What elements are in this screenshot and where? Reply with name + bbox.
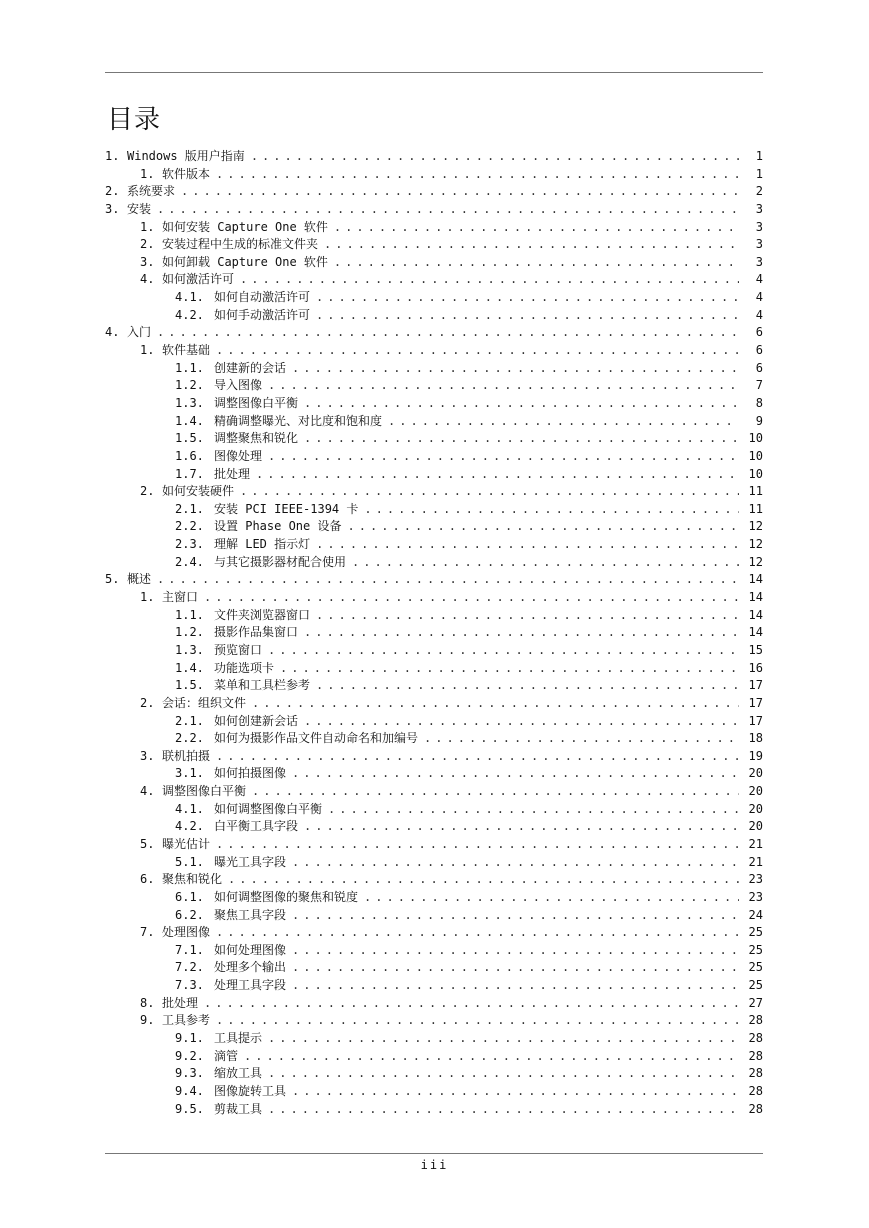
toc-entry-number: 1. (140, 343, 155, 358)
toc-entry-number: 7.3. (175, 978, 204, 993)
dot-leader (268, 448, 739, 466)
dot-leader (268, 1030, 739, 1048)
dot-leader (252, 695, 739, 713)
toc-entry[interactable] (105, 1030, 765, 1048)
toc-entry-label: 处理图像 (162, 925, 211, 940)
dot-leader (316, 677, 739, 695)
toc-entry[interactable] (105, 219, 765, 237)
toc-entry[interactable] (105, 466, 765, 484)
toc-entry-number: 4.2. (175, 307, 204, 322)
dot-leader (157, 201, 739, 219)
toc-entry-number: 2.2. (175, 731, 204, 746)
toc-entry-page: 24 (748, 907, 763, 922)
toc-entry-number: 5.1. (175, 854, 204, 869)
dot-leader (216, 166, 739, 184)
toc-entry-page: 3 (755, 201, 763, 216)
toc-entry-page: 28 (748, 1013, 763, 1028)
toc-entry-page: 14 (748, 625, 763, 640)
toc-entry[interactable] (105, 571, 765, 589)
toc-entry[interactable] (105, 289, 765, 307)
toc-entry[interactable] (105, 871, 765, 889)
toc-entry-label: 处理工具字段 (214, 978, 287, 993)
toc-entry-label: 如何处理图像 (214, 942, 287, 957)
dot-leader (328, 801, 739, 819)
toc-entry-page: 17 (748, 678, 763, 693)
dot-leader (424, 730, 739, 748)
toc-entry[interactable] (105, 554, 765, 572)
dot-leader (268, 1065, 739, 1083)
toc-entry-page: 10 (748, 466, 763, 481)
dot-leader (292, 854, 739, 872)
toc-entry-page: 6 (755, 343, 763, 358)
toc-entry-number: 3. (140, 254, 155, 269)
toc-entry-label: 剪裁工具 (214, 1101, 263, 1116)
toc-entry-page: 25 (748, 960, 763, 975)
toc-list (105, 148, 765, 1118)
toc-entry-label: 软件基础 (162, 343, 211, 358)
toc-entry-page: 4 (755, 307, 763, 322)
toc-entry-label: 导入图像 (214, 378, 263, 393)
toc-entry-label: 创建新的会话 (214, 360, 287, 375)
toc-entry-page: 12 (748, 554, 763, 569)
toc-entry-number: 1. (140, 166, 155, 181)
toc-entry-label: 软件版本 (162, 166, 211, 181)
toc-entry[interactable] (105, 713, 765, 731)
toc-entry[interactable] (105, 430, 765, 448)
toc-entry-label: 如何拍摄图像 (214, 766, 287, 781)
dot-leader (334, 219, 739, 237)
dot-leader (364, 889, 739, 907)
dot-leader (216, 342, 739, 360)
dot-leader (240, 271, 739, 289)
toc-entry-page: 12 (748, 537, 763, 552)
toc-entry-label: 缩放工具 (214, 1066, 263, 1081)
toc-entry[interactable] (105, 677, 765, 695)
toc-entry[interactable] (105, 818, 765, 836)
toc-entry-number: 1.2. (175, 625, 204, 640)
toc-entry-label: 如何调整图像的聚焦和锐度 (214, 889, 359, 904)
toc-entry-number: 1.4. (175, 413, 204, 428)
toc-entry-label: 如何为摄影作品文件自动命名和加编号 (214, 731, 419, 746)
dot-leader (268, 1101, 739, 1119)
toc-entry-label: 摄影作品集窗口 (214, 625, 299, 640)
toc-entry-number: 2.3. (175, 537, 204, 552)
toc-entry-page: 3 (755, 254, 763, 269)
dot-leader (280, 660, 739, 678)
toc-entry-page: 17 (748, 713, 763, 728)
toc-entry-page: 23 (748, 872, 763, 887)
toc-entry-page: 28 (748, 1031, 763, 1046)
dot-leader (316, 307, 739, 325)
toc-entry-label: 滴管 (214, 1048, 239, 1063)
toc-entry-number: 7.1. (175, 942, 204, 957)
toc-entry-number: 1.2. (175, 378, 204, 393)
toc-entry-number: 4. (140, 272, 155, 287)
toc-entry-label: 图像处理 (214, 448, 263, 463)
toc-entry-page: 28 (748, 1048, 763, 1063)
toc-entry-label: 调整聚焦和锐化 (214, 431, 299, 446)
toc-entry[interactable] (105, 924, 765, 942)
toc-entry-label: 如何创建新会话 (214, 713, 299, 728)
toc-entry-label: 白平衡工具字段 (214, 819, 299, 834)
toc-entry-label: 主窗口 (162, 590, 199, 605)
toc-entry-number: 5. (105, 572, 120, 587)
dot-leader (157, 324, 739, 342)
toc-entry[interactable] (105, 448, 765, 466)
page-number: iii (420, 1158, 449, 1172)
toc-entry-label: 理解 LED 指示灯 (214, 537, 311, 552)
toc-entry-label: 批处理 (162, 995, 199, 1010)
toc-entry-page: 6 (755, 360, 763, 375)
toc-entry-page: 20 (748, 784, 763, 799)
toc-entry[interactable] (105, 1048, 765, 1066)
toc-entry[interactable] (105, 342, 765, 360)
toc-entry[interactable] (105, 854, 765, 872)
toc-entry-page: 11 (748, 484, 763, 499)
toc-entry-number: 9.5. (175, 1101, 204, 1116)
toc-entry-label: Windows 版用户指南 (127, 149, 245, 163)
toc-entry-label: 如何手动激活许可 (214, 307, 311, 322)
toc-entry-page: 23 (748, 889, 763, 904)
toc-entry[interactable] (105, 254, 765, 272)
toc-entry-page: 25 (748, 925, 763, 940)
dot-leader (304, 818, 739, 836)
toc-entry-number: 1.5. (175, 431, 204, 446)
toc-entry[interactable] (105, 730, 765, 748)
toc-entry-label: 精确调整曝光、对比度和饱和度 (214, 413, 383, 428)
toc-entry[interactable] (105, 201, 765, 219)
toc-entry[interactable] (105, 1101, 765, 1119)
toc-entry[interactable] (105, 624, 765, 642)
dot-leader (216, 924, 739, 942)
toc-entry-number: 1. (105, 149, 120, 163)
toc-entry[interactable] (105, 959, 765, 977)
toc-entry-number: 4.2. (175, 819, 204, 834)
toc-entry-page: 27 (748, 995, 763, 1010)
toc-entry-number: 9.4. (175, 1083, 204, 1098)
toc-entry-label: 曝光估计 (162, 836, 211, 851)
dot-leader (352, 554, 739, 572)
toc-entry-number: 2.4. (175, 554, 204, 569)
toc-entry-label: 设置 Phase One 设备 (214, 519, 342, 534)
toc-entry-page: 17 (748, 695, 763, 710)
toc-entry[interactable] (105, 483, 765, 501)
toc-entry-number: 7. (140, 925, 155, 940)
toc-entry-number: 1. (140, 219, 155, 234)
toc-entry-number: 1.6. (175, 448, 204, 463)
toc-entry-number: 9.1. (175, 1031, 204, 1046)
toc-entry-page: 14 (748, 572, 763, 587)
toc-entry-number: 2.2. (175, 519, 204, 534)
toc-entry[interactable] (105, 607, 765, 625)
dot-leader (216, 1012, 739, 1030)
toc-entry-number: 3.1. (175, 766, 204, 781)
dot-leader (304, 624, 739, 642)
toc-entry-number: 6.1. (175, 889, 204, 904)
toc-entry-page: 2 (755, 184, 763, 199)
toc-entry-label: 文件夹浏览器窗口 (214, 607, 311, 622)
toc-entry[interactable] (105, 642, 765, 660)
dot-leader (347, 518, 739, 536)
toc-entry-page: 28 (748, 1066, 763, 1081)
toc-entry[interactable] (105, 501, 765, 519)
toc-entry[interactable] (105, 1083, 765, 1101)
toc-entry-page: 28 (748, 1101, 763, 1116)
toc-entry[interactable] (105, 995, 765, 1013)
dot-leader (228, 871, 739, 889)
dot-leader (324, 236, 739, 254)
toc-entry-label: 会话：组织文件 (162, 695, 247, 710)
toc-entry-label: 如何调整图像白平衡 (214, 801, 323, 816)
page-title: 目录 (107, 105, 162, 135)
dot-leader (304, 713, 739, 731)
toc-entry-number: 8. (140, 995, 155, 1010)
toc-entry-number: 1.3. (175, 395, 204, 410)
toc-entry-page: 8 (755, 395, 763, 410)
toc-entry[interactable] (105, 660, 765, 678)
dot-leader (292, 765, 739, 783)
toc-entry-number: 1.7. (175, 466, 204, 481)
toc-entry-number: 2.1. (175, 501, 204, 516)
toc-entry[interactable] (105, 765, 765, 783)
dot-leader (268, 642, 739, 660)
dot-leader (292, 942, 739, 960)
toc-entry-page: 9 (755, 413, 763, 428)
toc-entry-label: 工具提示 (214, 1031, 263, 1046)
toc-entry-page: 14 (748, 590, 763, 605)
dot-leader (251, 148, 739, 166)
toc-entry-page: 12 (748, 519, 763, 534)
dot-leader (364, 501, 739, 519)
dot-leader (181, 183, 739, 201)
toc-entry[interactable] (105, 536, 765, 554)
toc-entry-label: 如何卸载 Capture One 软件 (162, 254, 328, 269)
dot-leader (216, 836, 739, 854)
toc-entry-number: 5. (140, 836, 155, 851)
dot-leader (316, 536, 739, 554)
toc-entry-number: 3. (105, 201, 120, 216)
toc-entry-label: 图像旋转工具 (214, 1083, 287, 1098)
toc-entry-number: 4.1. (175, 290, 204, 305)
toc-entry-number: 9.3. (175, 1066, 204, 1081)
toc-entry[interactable] (105, 148, 765, 166)
toc-entry-label: 预览窗口 (214, 642, 263, 657)
toc-entry[interactable] (105, 977, 765, 995)
toc-entry-page: 10 (748, 431, 763, 446)
toc-entry-label: 入门 (127, 325, 152, 340)
toc-entry[interactable] (105, 307, 765, 325)
toc-entry-number: 2. (140, 695, 155, 710)
toc-entry-label: 曝光工具字段 (214, 854, 287, 869)
toc-entry[interactable] (105, 518, 765, 536)
dot-leader (316, 289, 739, 307)
dot-leader (157, 571, 739, 589)
toc-entry-page: 25 (748, 942, 763, 957)
dot-leader (240, 483, 739, 501)
dot-leader (268, 377, 739, 395)
toc-entry-page: 19 (748, 748, 763, 763)
toc-entry[interactable] (105, 413, 765, 431)
toc-entry-page: 25 (748, 978, 763, 993)
toc-entry-number: 2. (105, 184, 120, 199)
toc-entry-number: 6.2. (175, 907, 204, 922)
toc-entry-number: 2.1. (175, 713, 204, 728)
toc-entry[interactable] (105, 271, 765, 289)
toc-entry-page: 4 (755, 290, 763, 305)
toc-entry[interactable] (105, 360, 765, 378)
toc-entry-label: 功能选项卡 (214, 660, 275, 675)
toc-entry-label: 菜单和工具栏参考 (214, 678, 311, 693)
toc-entry-page: 21 (748, 854, 763, 869)
toc-entry-label: 安装 (127, 201, 152, 216)
toc-entry[interactable] (105, 324, 765, 342)
toc-entry-number: 9. (140, 1013, 155, 1028)
toc-entry-label: 处理多个输出 (214, 960, 287, 975)
toc-entry-number: 4.1. (175, 801, 204, 816)
toc-entry-page: 6 (755, 325, 763, 340)
dot-leader (388, 413, 739, 431)
toc-entry-number: 1.4. (175, 660, 204, 675)
toc-entry-number: 6. (140, 872, 155, 887)
toc-entry[interactable] (105, 395, 765, 413)
toc-entry-label: 调整图像白平衡 (214, 395, 299, 410)
toc-entry-number: 1.3. (175, 642, 204, 657)
toc-entry-page: 14 (748, 607, 763, 622)
dot-leader (216, 748, 739, 766)
toc-entry[interactable] (105, 1065, 765, 1083)
toc-entry[interactable] (105, 183, 765, 201)
dot-leader (252, 783, 739, 801)
toc-entry-page: 20 (748, 819, 763, 834)
toc-entry-label: 与其它摄影器材配合使用 (214, 554, 347, 569)
dot-leader (292, 1083, 739, 1101)
toc-entry-page: 1 (755, 166, 763, 181)
toc-entry[interactable] (105, 836, 765, 854)
toc-entry-number: 4. (140, 784, 155, 799)
toc-entry-label: 聚焦工具字段 (214, 907, 287, 922)
toc-entry[interactable] (105, 907, 765, 925)
toc-entry-page: 15 (748, 642, 763, 657)
toc-entry-number: 2. (140, 484, 155, 499)
toc-entry-number: 1.1. (175, 360, 204, 375)
dot-leader (256, 466, 739, 484)
toc-entry-label: 如何激活许可 (162, 272, 235, 287)
toc-entry-label: 工具参考 (162, 1013, 211, 1028)
toc-entry-label: 聚焦和锐化 (162, 872, 223, 887)
toc-entry-label: 安装 PCI IEEE-1394 卡 (214, 501, 359, 516)
header-rule (105, 72, 763, 73)
dot-leader (204, 589, 739, 607)
toc-entry-number: 1.5. (175, 678, 204, 693)
toc-entry-number: 9.2. (175, 1048, 204, 1063)
toc-entry-number: 1.1. (175, 607, 204, 622)
dot-leader (304, 430, 739, 448)
toc-entry-number: 3. (140, 748, 155, 763)
toc-entry-page: 21 (748, 836, 763, 851)
toc-entry-label: 如何安装 Capture One 软件 (162, 219, 328, 234)
toc-entry[interactable] (105, 801, 765, 819)
dot-leader (292, 360, 739, 378)
toc-entry[interactable] (105, 889, 765, 907)
toc-entry[interactable] (105, 236, 765, 254)
toc-entry-label: 概述 (127, 572, 152, 587)
dot-leader (292, 977, 739, 995)
toc-entry-number: 7.2. (175, 960, 204, 975)
toc-entry-page: 10 (748, 448, 763, 463)
dot-leader (316, 607, 739, 625)
toc-entry-page: 1 (755, 149, 763, 163)
toc-entry-page: 20 (748, 801, 763, 816)
toc-entry[interactable] (105, 589, 765, 607)
toc-entry[interactable] (105, 783, 765, 801)
toc-entry[interactable] (105, 377, 765, 395)
dot-leader (304, 395, 739, 413)
toc-entry[interactable] (105, 166, 765, 184)
toc-entry-number: 2. (140, 237, 155, 252)
dot-leader (244, 1048, 739, 1066)
toc-entry-page: 3 (755, 237, 763, 252)
toc-entry-page: 3 (755, 219, 763, 234)
toc-entry-page: 20 (748, 766, 763, 781)
toc-entry-page: 11 (748, 501, 763, 516)
footer-rule (105, 1153, 763, 1154)
toc-entry-label: 批处理 (214, 466, 251, 481)
toc-entry-page: 16 (748, 660, 763, 675)
toc-entry-label: 如何安装硬件 (162, 484, 235, 499)
toc-entry-label: 如何自动激活许可 (214, 290, 311, 305)
toc-entry-label: 系统要求 (127, 184, 176, 199)
toc-entry-label: 联机拍摄 (162, 748, 211, 763)
toc-entry[interactable] (105, 695, 765, 713)
toc-entry-number: 4. (105, 325, 120, 340)
dot-leader (292, 907, 739, 925)
dot-leader (204, 995, 739, 1013)
dot-leader (292, 959, 739, 977)
toc-entry-label: 安装过程中生成的标准文件夹 (162, 237, 319, 252)
toc-entry-number: 1. (140, 590, 155, 605)
toc-entry[interactable] (105, 748, 765, 766)
toc-entry-page: 18 (748, 731, 763, 746)
toc-entry-page: 4 (755, 272, 763, 287)
toc-entry[interactable] (105, 942, 765, 960)
toc-entry-label: 调整图像白平衡 (162, 784, 247, 799)
toc-entry-page: 28 (748, 1083, 763, 1098)
toc-entry-page: 7 (755, 378, 763, 393)
toc-entry[interactable] (105, 1012, 765, 1030)
dot-leader (334, 254, 739, 272)
